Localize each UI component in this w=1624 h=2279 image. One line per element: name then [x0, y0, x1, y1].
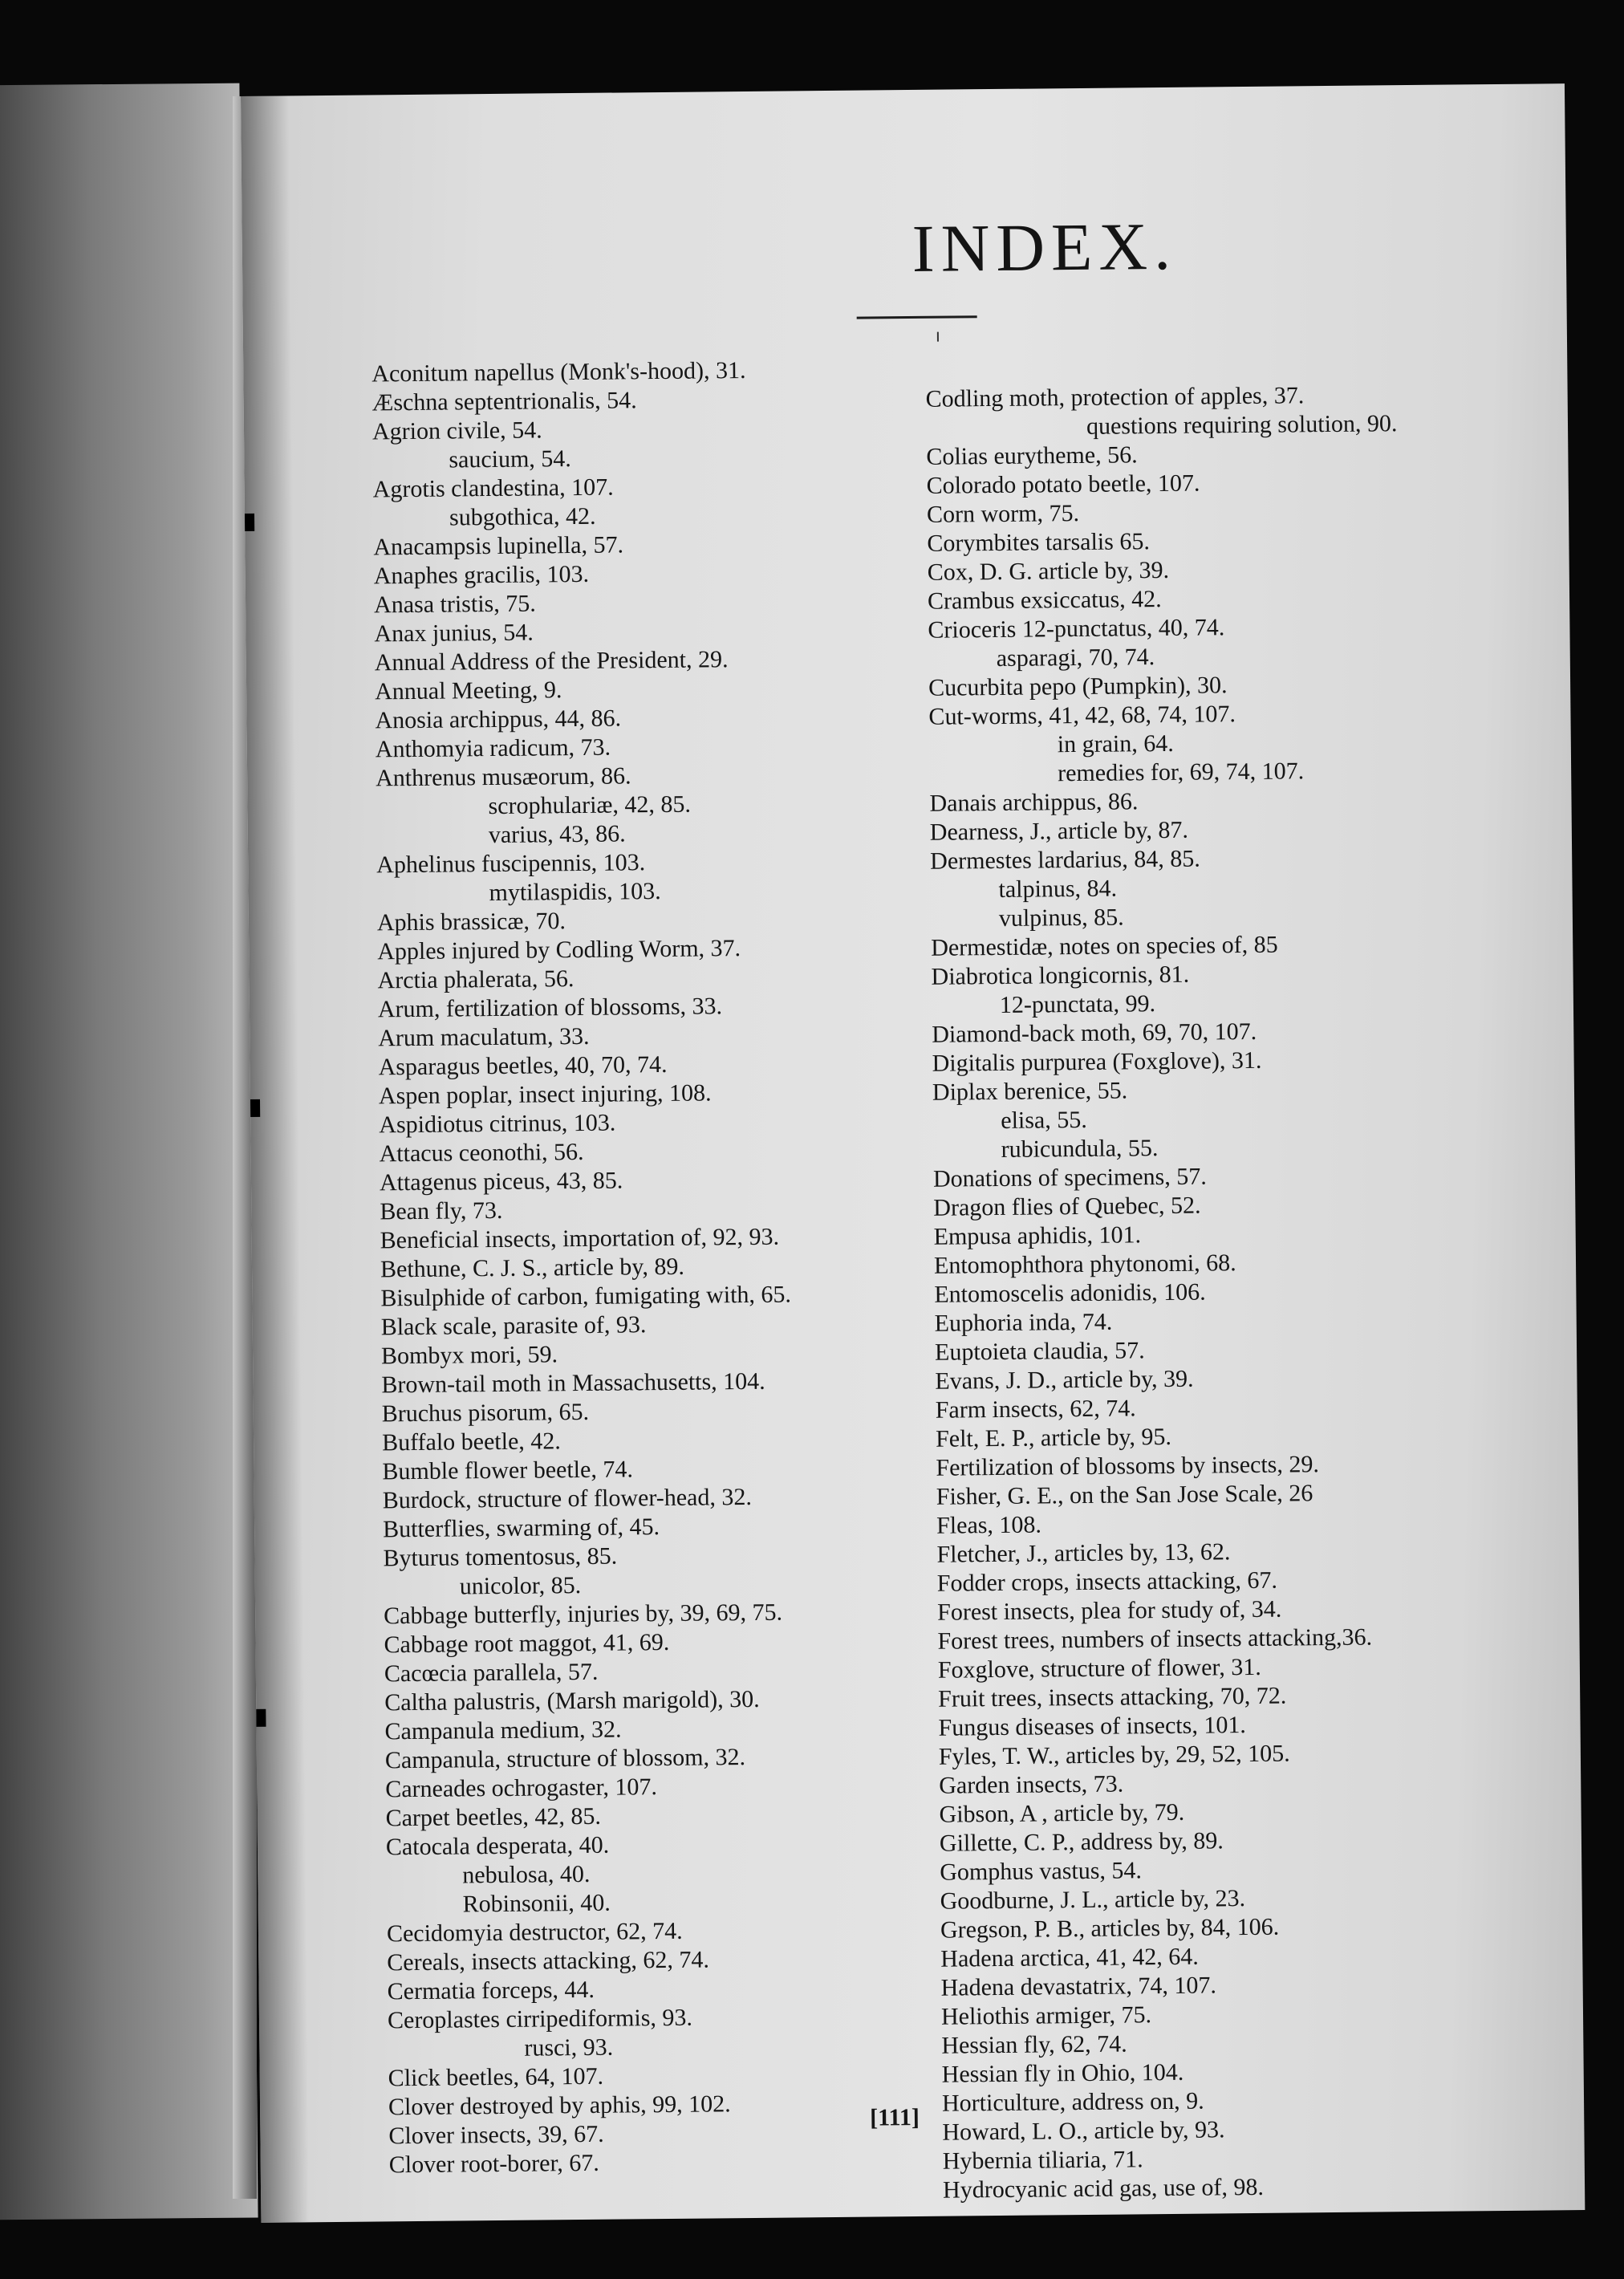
index-column-right	[925, 379, 1585, 2205]
index-entry: Fruit trees, insects attacking, 70, 72.	[938, 1682, 1287, 1712]
index-entry: Foxglove, structure of flower, 31.	[937, 1653, 1261, 1684]
index-entry: Clover insects, 39, 67.	[388, 2120, 604, 2150]
index-entry: Bruchus pisorum, 65.	[381, 1398, 590, 1428]
index-entry: Gregson, P. B., articles by, 84, 106.	[940, 1913, 1280, 1944]
index-entry: Anthrenus musæorum, 86.	[376, 762, 631, 792]
index-entry: Corymbites tarsalis 65.	[927, 528, 1151, 557]
index-entry: Anasa tristis, 75.	[373, 590, 536, 619]
index-entry: Robinsonii, 40.	[462, 1889, 611, 1918]
index-entry: Aspidiotus citrinus, 103.	[379, 1109, 616, 1139]
index-entry: remedies for, 69, 74, 107.	[1057, 758, 1305, 787]
index-entry: Ceroplastes cirripediformis, 93.	[387, 2004, 693, 2034]
index-entry: Click beetles, 64, 107.	[388, 2062, 604, 2092]
index-entry: Digitalis purpurea (Foxglove), 31.	[932, 1046, 1262, 1077]
index-entry: Hydrocyanic acid gas, use of, 98.	[942, 2173, 1265, 2204]
index-entry: Carpet beetles, 42, 85.	[385, 1802, 602, 1832]
index-entry: Fertilization of blossoms by insects, 29.	[936, 1451, 1320, 1481]
index-entry: saucium, 54.	[449, 445, 571, 473]
index-entry: talpinus, 84.	[998, 875, 1118, 903]
index-entry: Arum, fertilization of blossoms, 33.	[377, 993, 723, 1023]
index-entry: Cucurbita pepo (Pumpkin), 30.	[928, 672, 1228, 701]
index-entry: Cut-worms, 41, 42, 68, 74, 107.	[928, 701, 1236, 730]
index-entry: Anthomyia radicum, 73.	[375, 733, 611, 763]
index-entry: Caltha palustris, (Marsh marigold), 30.	[384, 1685, 760, 1716]
index-entry: Carneades ochrogaster, 107.	[385, 1773, 658, 1803]
index-entry: Cabbage root maggot, 41, 69.	[384, 1628, 670, 1659]
index-entry: Catocala desperata, 40.	[385, 1831, 610, 1861]
index-entry: Agrotis clandestina, 107.	[372, 473, 614, 503]
index-entry: Felt, E. P., article by, 95.	[935, 1423, 1172, 1452]
index-entry: Dermestidæ, notes on species of, 85	[931, 931, 1278, 961]
index-entry: Aspen poplar, insect injuring, 108.	[378, 1079, 712, 1110]
index-entry: Anacampsis lupinella, 57.	[373, 531, 624, 561]
index-entry: Hadena arctica, 41, 42, 64.	[940, 1943, 1200, 1972]
index-entry: Fungus diseases of insects, 101.	[938, 1712, 1247, 1741]
index-entry: Dermestes lardarius, 84, 85.	[930, 845, 1200, 875]
index-page	[241, 83, 1585, 2223]
index-entry: Asparagus beetles, 40, 70, 74.	[378, 1050, 668, 1081]
title-rule	[857, 315, 977, 319]
index-entry: Fodder crops, insects attacking, 67.	[936, 1566, 1278, 1597]
index-entry: Dragon flies of Quebec, 52.	[933, 1192, 1201, 1221]
index-entry: Arctia phalerata, 56.	[377, 965, 574, 994]
binding-thread-mark	[249, 1099, 260, 1117]
index-entry: Farm insects, 62, 74.	[935, 1395, 1136, 1424]
index-entry: Forest insects, plea for study of, 34.	[937, 1595, 1282, 1626]
page-title: INDEX.	[911, 209, 1178, 286]
index-entry: Agrion civile, 54.	[371, 416, 542, 445]
index-entry: Attagenus piceus, 43, 85.	[379, 1167, 623, 1196]
index-entry: Attacus ceonothi, 56.	[379, 1138, 584, 1168]
index-entry: unicolor, 85.	[459, 1572, 582, 1600]
index-entry: Aconitum napellus (Monk's-hood), 31.	[371, 356, 746, 388]
index-entry: Diamond-back moth, 69, 70, 107.	[932, 1018, 1257, 1048]
index-entry: Colorado potato beetle, 107.	[926, 469, 1200, 499]
index-entry: Howard, L. O., article by, 93.	[942, 2116, 1225, 2146]
index-entry: Cacœcia parallela, 57.	[384, 1658, 599, 1688]
index-entry: Diabrotica longicornis, 81.	[931, 961, 1190, 990]
index-entry: Euphoria inda, 74.	[934, 1308, 1113, 1337]
index-entry: Fleas, 108.	[936, 1511, 1042, 1539]
index-entry: Codling moth, protection of apples, 37.	[925, 382, 1305, 412]
index-entry: Byturus tomentosus, 85.	[383, 1542, 618, 1572]
index-entry: Brown-tail moth in Massachusetts, 104.	[381, 1367, 765, 1399]
index-entry: Hessian fly, 62, 74.	[941, 2030, 1127, 2059]
page-number: [111]	[870, 2103, 920, 2131]
index-entry: Anax junius, 54.	[374, 619, 534, 648]
index-entry: Gomphus vastus, 54.	[940, 1857, 1143, 1886]
index-entry: Danais archippus, 86.	[929, 788, 1139, 817]
index-entry: Cermatia forceps, 44.	[387, 1976, 595, 2005]
index-entry: rubicundula, 55.	[1001, 1135, 1159, 1163]
index-entry: Colias eurytheme, 56.	[926, 441, 1138, 470]
index-entry: vulpinus, 85.	[998, 904, 1124, 932]
index-entry: Anaphes gracilis, 103.	[373, 560, 590, 590]
index-entry: Bisulphide of carbon, fumigating with, 65.	[380, 1281, 792, 1312]
index-entry: Dearness, J., article by, 87.	[929, 816, 1189, 846]
index-entry: Donations of specimens, 57.	[932, 1163, 1207, 1192]
index-entry: Forest trees, numbers of insects attacking,36.	[937, 1623, 1373, 1655]
index-entry: subgothica, 42.	[449, 502, 596, 531]
index-entry: in grain, 64.	[1057, 729, 1174, 758]
index-entry: asparagi, 70, 74.	[996, 644, 1155, 672]
index-entry: Cox, D. G. article by, 39.	[927, 556, 1170, 586]
index-entry: 12-punctata, 99.	[999, 990, 1156, 1018]
index-entry: Garden insects, 73.	[939, 1770, 1124, 1799]
index-entry: rusci, 93.	[524, 2033, 614, 2062]
index-entry: Entomophthora phytonomi, 68.	[933, 1249, 1236, 1279]
index-entry: Bethune, C. J. S., article by, 89.	[380, 1253, 685, 1283]
index-entry: Bumble flower beetle, 74.	[382, 1456, 634, 1485]
index-entry: Cereals, insects attacking, 62, 74.	[387, 1946, 710, 1976]
binding-thread-mark	[243, 514, 254, 531]
index-entry: Crioceris 12-punctatus, 40, 74.	[928, 614, 1225, 644]
index-entry: Annual Meeting, 9.	[374, 676, 562, 705]
index-entry: varius, 43, 86.	[488, 820, 626, 849]
index-entry: nebulosa, 40.	[462, 1860, 591, 1889]
index-entry: Fyles, T. W., articles by, 29, 52, 105.	[938, 1740, 1290, 1770]
index-entry: elisa, 55.	[1001, 1106, 1087, 1134]
index-entry: Crambus exsiccatus, 42.	[927, 586, 1162, 615]
index-entry: Arum maculatum, 33.	[378, 1022, 590, 1052]
index-entry: questions requiring solution, 90.	[1086, 410, 1398, 440]
index-entry: Aphelinus fuscipennis, 103.	[376, 849, 646, 879]
index-entry: Gibson, A , article by, 79.	[939, 1798, 1185, 1828]
index-entry: Campanula, structure of blossom, 32.	[384, 1744, 746, 1774]
index-entry: Fisher, G. E., on the San Jose Scale, 26	[936, 1480, 1313, 1510]
index-entry: Anosia archippus, 44, 86.	[375, 705, 622, 734]
index-entry: Æschna septentrionalis, 54.	[371, 387, 637, 416]
index-entry: Entomoscelis adonidis, 106.	[934, 1278, 1206, 1308]
index-entry: Annual Address of the President, 29.	[374, 646, 729, 676]
index-entry: Clover destroyed by aphis, 99, 102.	[388, 2090, 731, 2121]
index-entry: Goodburne, J. L., article by, 23.	[940, 1885, 1246, 1915]
index-entry: Beneficial insects, importation of, 92, 93.	[380, 1223, 780, 1254]
index-entry: Campanula medium, 32.	[384, 1716, 622, 1745]
index-column-left	[371, 355, 951, 2180]
index-entry: Cecidomyia destructor, 62, 74.	[386, 1917, 683, 1948]
index-entry: Evans, J. D., article by, 39.	[935, 1365, 1194, 1395]
index-entry: Bombyx mori, 59.	[380, 1341, 558, 1370]
index-entry: Fletcher, J., articles by, 13, 62.	[936, 1538, 1231, 1568]
index-entry: mytilaspidis, 103.	[489, 878, 661, 907]
print-speck	[937, 332, 939, 342]
index-entry: Hadena devastatrix, 74, 107.	[940, 1972, 1217, 2001]
binding-thread-mark	[254, 1709, 266, 1727]
index-entry: Clover root-borer, 67.	[388, 2149, 599, 2179]
facing-page-edge	[0, 83, 258, 2220]
index-entry: Euptoieta claudia, 57.	[934, 1337, 1145, 1366]
index-entry: Hessian fly in Ohio, 104.	[941, 2058, 1184, 2088]
index-entry: Buffalo beetle, 42.	[381, 1428, 561, 1456]
index-entry: Burdock, structure of flower-head, 32.	[382, 1483, 753, 1514]
index-entry: Butterflies, swarming of, 45.	[382, 1513, 660, 1543]
index-entry: Cabbage butterfly, injuries by, 39, 69, 75.	[384, 1599, 783, 1630]
index-entry: Diplax berenice, 55.	[932, 1077, 1128, 1106]
index-entry: Heliothis armiger, 75.	[940, 2001, 1152, 2030]
index-entry: Bean fly, 73.	[380, 1196, 503, 1225]
index-entry: Apples injured by Codling Worm, 37.	[377, 935, 741, 965]
index-entry: Horticulture, address on, 9.	[941, 2087, 1204, 2117]
index-entry: Black scale, parasite of, 93.	[380, 1311, 647, 1341]
index-entry: Gillette, C. P., address by, 89.	[939, 1827, 1224, 1857]
index-entry: Corn worm, 75.	[926, 499, 1080, 528]
index-entry: scrophulariæ, 42, 85.	[488, 790, 692, 820]
index-entry: Hybernia tiliaria, 71.	[942, 2146, 1143, 2175]
index-entry: Empusa aphidis, 101.	[933, 1221, 1142, 1250]
index-entry: Aphis brassicæ, 70.	[376, 908, 566, 936]
